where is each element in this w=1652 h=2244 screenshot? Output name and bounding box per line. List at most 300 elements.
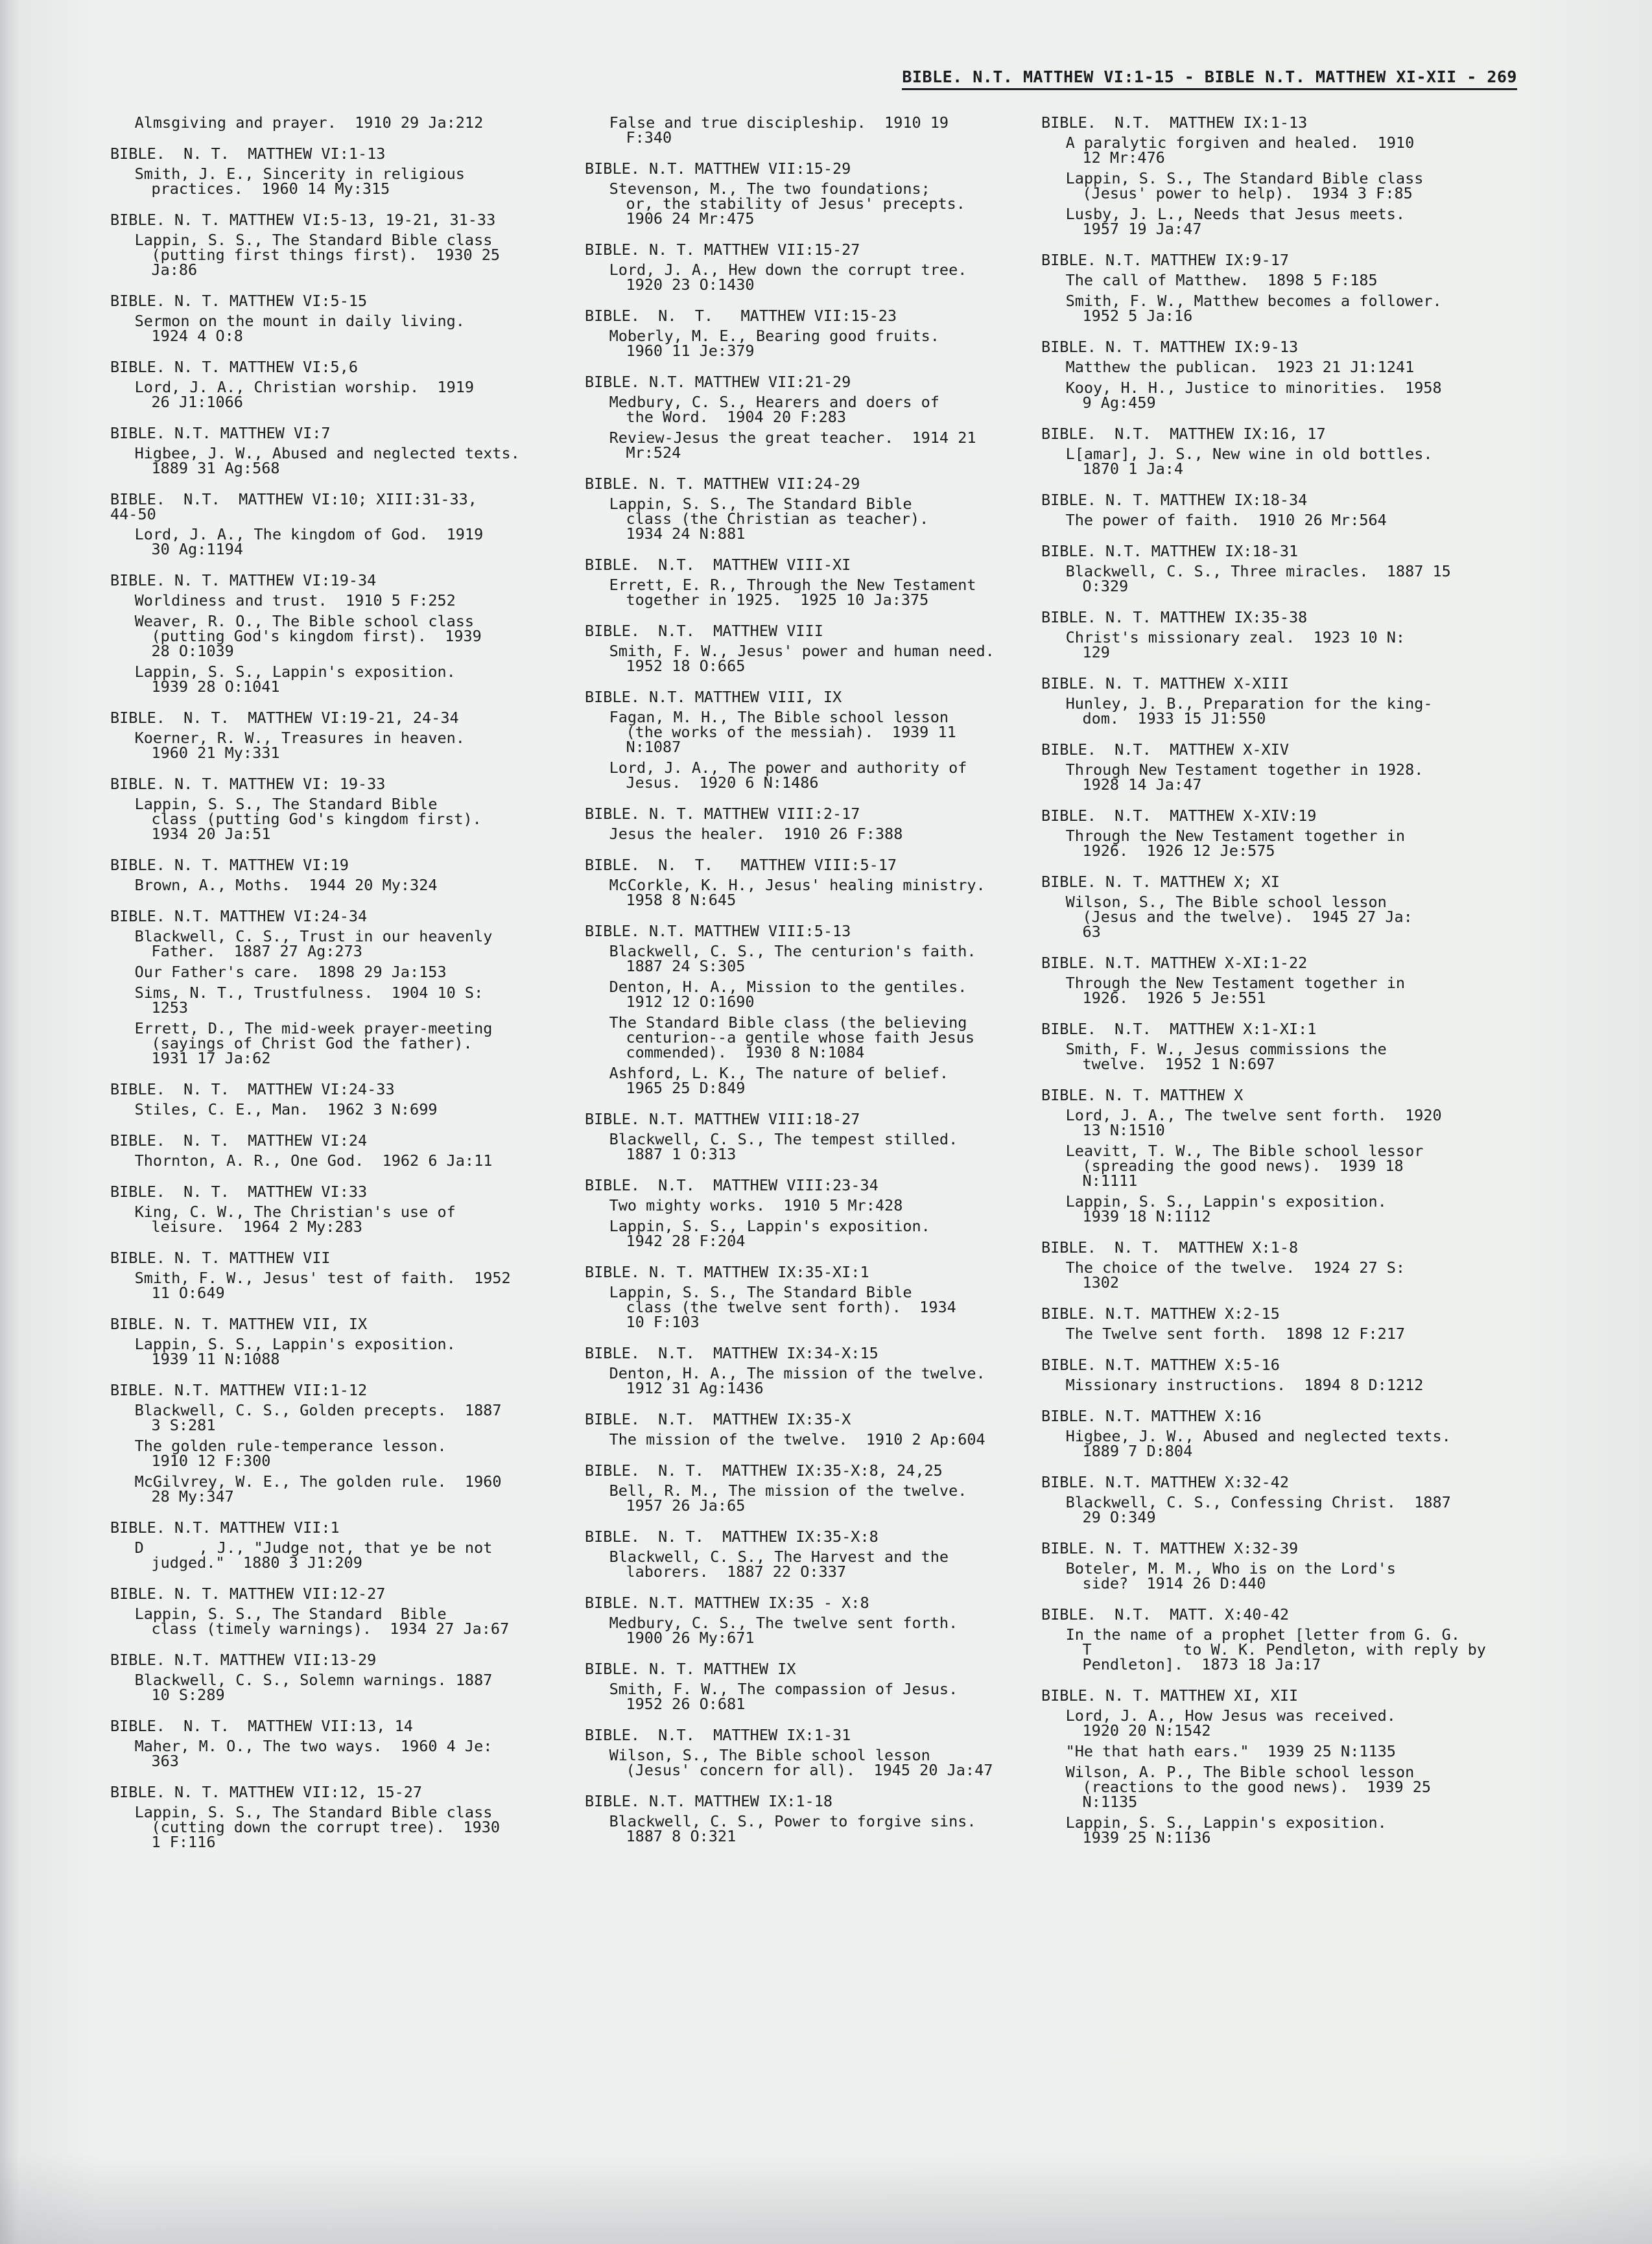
citation bbox=[1041, 976, 1508, 1006]
entry-heading: BIBLE. N. T. MATTHEW VII:12, 15-27 bbox=[110, 1783, 423, 1801]
index-entry bbox=[585, 1463, 1052, 1513]
index-entry bbox=[1041, 1475, 1508, 1525]
citation-continuation: 1957 26 Ja:65 bbox=[626, 1496, 746, 1515]
citation-continuation: side? 1914 26 D:440 bbox=[1082, 1574, 1266, 1592]
citation-continuation: commended). 1930 8 N:1084 bbox=[626, 1043, 865, 1061]
citation-line: Lappin, S. S., The Standard Bible bbox=[609, 1283, 912, 1301]
entry-heading: BIBLE. N. T. MATTHEW VII bbox=[110, 1249, 331, 1267]
index-entry bbox=[110, 573, 577, 694]
citation-continuation: 1934 24 N:881 bbox=[626, 525, 746, 543]
citation-continuation: 1939 28 O:1041 bbox=[151, 678, 280, 696]
entry-heading: BIBLE. N. T. MATTHEW VI:24-33 bbox=[110, 1080, 395, 1098]
citation-line: Lord, J. A., The power and authority of bbox=[609, 759, 967, 777]
citation bbox=[110, 314, 577, 344]
index-entry bbox=[110, 1719, 577, 1769]
citation-line: Lappin, S. S., The Standard Bible class bbox=[134, 1803, 493, 1821]
citation bbox=[1041, 1815, 1508, 1845]
index-entry bbox=[585, 1346, 1052, 1396]
entry-heading: BIBLE. N. T. MATTHEW VII:24-29 bbox=[585, 475, 860, 493]
citation-continuation: 1924 4 O:8 bbox=[151, 327, 243, 345]
citation-continuation: N:1087 bbox=[626, 738, 681, 756]
index-entry bbox=[110, 1251, 577, 1301]
citation bbox=[1041, 273, 1508, 288]
index-entry bbox=[110, 909, 577, 1066]
citation bbox=[110, 527, 577, 557]
citation-line: Maher, M. O., The two ways. 1960 4 Je: bbox=[134, 1737, 493, 1755]
index-entry bbox=[110, 711, 577, 761]
citation-line: Lappin, S. S., Lappin's exposition. bbox=[1065, 1813, 1387, 1832]
entry-heading: BIBLE. N. T. MATTHEW VI:19-34 bbox=[110, 571, 377, 589]
index-entry bbox=[585, 477, 1052, 541]
citation-continuation: 1934 20 Ja:51 bbox=[151, 825, 271, 843]
citation-line: Brown, A., Moths. 1944 20 My:324 bbox=[134, 876, 438, 894]
index-entry bbox=[585, 558, 1052, 608]
entry-heading: BIBLE. N. T. MATTHEW IX:35-X:8 bbox=[585, 1528, 879, 1546]
index-entry bbox=[110, 1653, 577, 1703]
citation bbox=[1041, 1765, 1508, 1810]
citation bbox=[585, 1483, 1052, 1513]
index-entry bbox=[110, 1520, 577, 1570]
citation-line: Lord, J. A., The twelve sent forth. 1920 bbox=[1065, 1106, 1442, 1124]
citation-line: McGilvrey, W. E., The golden rule. 1960 bbox=[134, 1472, 502, 1491]
citation bbox=[1041, 630, 1508, 660]
citation bbox=[1041, 1042, 1508, 1072]
entry-heading: BIBLE. N. T. MATTHEW IX:35-38 bbox=[1041, 608, 1308, 626]
citation-continuation: class (putting God's kingdom first). bbox=[151, 810, 482, 828]
index-entry bbox=[1041, 427, 1508, 477]
citation-line: The power of faith. 1910 26 Mr:564 bbox=[1065, 511, 1387, 529]
entry-heading: BIBLE. N. T. MATTHEW VIII:5-17 bbox=[585, 856, 897, 874]
citation bbox=[585, 1682, 1052, 1712]
citation-line: Higbee, J. W., Abused and neglected texts. bbox=[134, 444, 520, 462]
citation-continuation: 1 F:116 bbox=[151, 1833, 216, 1851]
citation-continuation: twelve. 1952 1 N:697 bbox=[1082, 1055, 1275, 1073]
index-entry bbox=[1041, 875, 1508, 939]
citation-line: Stiles, C. E., Man. 1962 3 N:699 bbox=[134, 1100, 438, 1118]
citation bbox=[1041, 1561, 1508, 1591]
citation bbox=[110, 115, 577, 130]
index-entry bbox=[585, 1662, 1052, 1712]
citation-line: Lappin, S. S., The Standard Bible bbox=[134, 1605, 447, 1623]
citation bbox=[1041, 171, 1508, 201]
citation bbox=[1041, 829, 1508, 858]
index-entry bbox=[1041, 115, 1508, 237]
citation bbox=[110, 665, 577, 694]
index-entry bbox=[1041, 809, 1508, 858]
citation bbox=[110, 593, 577, 608]
citation-continuation: 13 N:1510 bbox=[1082, 1121, 1165, 1139]
citation-line: Lord, J. A., Hew down the corrupt tree. bbox=[609, 261, 967, 279]
citation-line: Smith, F. W., The compassion of Jesus. bbox=[609, 1680, 958, 1698]
citation-line: Weaver, R. O., The Bible school class bbox=[134, 612, 475, 630]
scan-shadow bbox=[0, 2153, 1652, 2244]
entry-heading: BIBLE. N.T. MATTHEW X:5-16 bbox=[1041, 1356, 1280, 1374]
entry-heading: BIBLE. N. T. MATTHEW VIII:2-17 bbox=[585, 805, 860, 823]
citation-continuation: Father. 1887 27 Ag:273 bbox=[151, 942, 362, 960]
index-column-1 bbox=[110, 115, 577, 1866]
citation bbox=[1041, 513, 1508, 528]
citation bbox=[1041, 564, 1508, 594]
citation-continuation: 10 F:103 bbox=[626, 1313, 700, 1331]
citation bbox=[585, 827, 1052, 842]
citation-continuation: 63 bbox=[1082, 923, 1101, 941]
citation bbox=[1041, 381, 1508, 410]
entry-heading: BIBLE. N.T. MATTHEW VII:1-12 bbox=[110, 1381, 368, 1399]
index-entry bbox=[585, 375, 1052, 460]
citation-line: King, C. W., The Christian's use of bbox=[134, 1203, 456, 1221]
entry-heading: BIBLE. N.T. MATTHEW VII:13-29 bbox=[110, 1651, 377, 1669]
citation-line: Matthew the publican. 1923 21 J1:1241 bbox=[1065, 358, 1415, 376]
index-entry bbox=[585, 690, 1052, 790]
index-entry bbox=[110, 1082, 577, 1117]
citation-line: Errett, E. R., Through the New Testament bbox=[609, 576, 976, 594]
index-entry bbox=[1041, 610, 1508, 660]
citation bbox=[1041, 1495, 1508, 1525]
citation bbox=[1041, 136, 1508, 165]
citation-line: Smith, F. W., Matthew becomes a follower. bbox=[1065, 292, 1442, 310]
citation bbox=[110, 878, 577, 893]
citation bbox=[110, 986, 577, 1015]
index-entry bbox=[110, 1785, 577, 1850]
citation bbox=[585, 263, 1052, 292]
citation-line: Medbury, C. S., The twelve sent forth. bbox=[609, 1614, 958, 1632]
entry-heading: BIBLE. N.T. MATTHEW IX:9-17 bbox=[1041, 251, 1290, 269]
citation bbox=[110, 1102, 577, 1117]
citation bbox=[110, 965, 577, 980]
citation-line: In the name of a prophet [letter from G. G. bbox=[1065, 1625, 1460, 1644]
index-entry bbox=[1041, 676, 1508, 726]
citation-continuation: 129 bbox=[1082, 643, 1110, 661]
citation-line: Review-Jesus the great teacher. 1914 21 bbox=[609, 429, 976, 447]
citation-continuation: Jesus. 1920 6 N:1486 bbox=[626, 774, 819, 792]
citation-continuation: (reactions to the good news). 1939 25 bbox=[1082, 1778, 1432, 1796]
index-entry bbox=[1041, 1306, 1508, 1341]
citation bbox=[1041, 1144, 1508, 1188]
index-entry bbox=[585, 1412, 1052, 1447]
citation-line: Blackwell, C. S., The Harvest and the bbox=[609, 1548, 949, 1566]
citation-continuation: (Jesus' concern for all). 1945 20 Ja:47 bbox=[626, 1761, 993, 1779]
citation-line: Wilson, S., The Bible school lesson bbox=[609, 1746, 930, 1764]
entry-heading: BIBLE. N. T. MATTHEW VI:24 bbox=[110, 1131, 368, 1150]
index-entry bbox=[585, 807, 1052, 842]
citation-continuation: 10 S:289 bbox=[151, 1686, 225, 1704]
citation-line: Lappin, S. S., The Standard Bible class bbox=[1065, 169, 1424, 187]
entry-heading: BIBLE. N.T. MATTHEW X:1-XI:1 bbox=[1041, 1020, 1317, 1038]
citation-line: Errett, D., The mid-week prayer-meeting bbox=[134, 1019, 493, 1037]
entry-heading: BIBLE. N.T. MATTHEW VII:1 bbox=[110, 1518, 340, 1537]
citation-continuation: 1920 23 O:1430 bbox=[626, 276, 755, 294]
citation-line: Lord, J. A., Christian worship. 1919 bbox=[134, 378, 475, 396]
citation-continuation: (Jesus and the twelve). 1945 27 Ja: bbox=[1082, 908, 1413, 926]
citation bbox=[110, 1271, 577, 1301]
citation-line: Denton, H. A., The mission of the twelve. bbox=[609, 1364, 985, 1382]
entry-heading: BIBLE. N.T. MATTHEW VII:21-29 bbox=[585, 373, 851, 391]
citation bbox=[585, 980, 1052, 1010]
index-entry bbox=[110, 360, 577, 410]
citation bbox=[110, 1607, 577, 1636]
entry-heading: BIBLE. N.T. MATT. X:40-42 bbox=[1041, 1605, 1290, 1624]
citation-continuation: 28 O:1039 bbox=[151, 642, 234, 660]
citation-continuation: 1952 5 Ja:16 bbox=[1082, 307, 1193, 325]
entry-heading: BIBLE. N.T. MATTHEW IX:35 - X:8 bbox=[585, 1594, 869, 1612]
entry-heading: BIBLE. N.T. MATTHEW VI:10; XIII:31-33, 44-50 bbox=[110, 490, 477, 523]
citation bbox=[1041, 1378, 1508, 1393]
citation bbox=[585, 329, 1052, 359]
citation bbox=[110, 1337, 577, 1367]
citation-line: A paralytic forgiven and healed. 1910 bbox=[1065, 134, 1415, 152]
entry-heading: BIBLE. N.T. MATTHEW IX:35-X bbox=[585, 1410, 851, 1428]
citation-line: Smith, F. W., Jesus commissions the bbox=[1065, 1040, 1387, 1058]
citation-continuation: 1870 1 Ja:4 bbox=[1082, 460, 1184, 478]
citation-line: Fagan, M. H., The Bible school lesson bbox=[609, 708, 949, 726]
citation-line: The choice of the twelve. 1924 27 S: bbox=[1065, 1258, 1406, 1277]
index-entry bbox=[110, 115, 577, 130]
citation-continuation: class (timely warnings). 1934 27 Ja:67 bbox=[151, 1620, 510, 1638]
citation-line: Christ's missionary zeal. 1923 10 N: bbox=[1065, 628, 1406, 646]
index-entry bbox=[110, 1133, 577, 1168]
citation-continuation: class (the Christian as teacher). bbox=[626, 510, 929, 528]
citation bbox=[585, 1132, 1052, 1162]
entry-heading: BIBLE. N. T. MATTHEW IX:18-34 bbox=[1041, 491, 1308, 509]
entry-heading: BIBLE. N. T. MATTHEW X:32-39 bbox=[1041, 1539, 1299, 1557]
citation-line: Wilson, S., The Bible school lesson bbox=[1065, 893, 1387, 911]
citation-continuation: 1960 21 My:331 bbox=[151, 744, 280, 762]
citation bbox=[585, 1198, 1052, 1213]
citation-line: Lord, J. A., How Jesus was received. bbox=[1065, 1707, 1396, 1725]
index-entry bbox=[1041, 742, 1508, 792]
index-entry bbox=[585, 858, 1052, 908]
citation-line: D , J., "Judge not, that ye be not bbox=[134, 1539, 493, 1557]
index-entry bbox=[1041, 544, 1508, 594]
citation-continuation: Pendleton]. 1873 18 Ja:17 bbox=[1082, 1655, 1321, 1673]
index-entry bbox=[585, 1178, 1052, 1249]
index-entry bbox=[1041, 340, 1508, 410]
entry-heading: BIBLE. N.T. MATTHEW X-XIV bbox=[1041, 740, 1290, 759]
citation-continuation: 1906 24 Mr:475 bbox=[626, 209, 755, 228]
entry-heading: BIBLE. N.T. MATTHEW VI:24-34 bbox=[110, 907, 368, 925]
citation bbox=[110, 380, 577, 410]
citation bbox=[585, 878, 1052, 908]
citation-continuation: T to W. K. Pendleton, with reply by bbox=[1082, 1640, 1486, 1659]
index-entry bbox=[110, 147, 577, 196]
citation-continuation: judged." 1880 3 J1:209 bbox=[151, 1553, 362, 1572]
entry-heading: BIBLE. N. T. MATTHEW X bbox=[1041, 1086, 1244, 1104]
citation bbox=[585, 644, 1052, 674]
entry-heading: BIBLE. N.T. MATTHEW X-XIV:19 bbox=[1041, 807, 1317, 825]
citation bbox=[1041, 1108, 1508, 1138]
index-entry bbox=[1041, 1088, 1508, 1224]
entry-heading: BIBLE. N. T. MATTHEW VI:19-21, 24-34 bbox=[110, 709, 459, 727]
index-entry bbox=[1041, 956, 1508, 1006]
index-entry bbox=[585, 309, 1052, 359]
citation-continuation: laborers. 1887 22 O:337 bbox=[626, 1563, 846, 1581]
citation bbox=[585, 1015, 1052, 1060]
citation-line: Wilson, A. P., The Bible school lesson bbox=[1065, 1763, 1415, 1781]
citation-continuation: 1889 7 D:804 bbox=[1082, 1442, 1193, 1460]
citation-line: The golden rule-temperance lesson. bbox=[134, 1437, 447, 1455]
citation-continuation: O:329 bbox=[1082, 577, 1129, 595]
entry-heading: BIBLE. N. T. MATTHEW VI:5-13, 19-21, 31-33 bbox=[110, 211, 496, 229]
citation-continuation: 1889 31 Ag:568 bbox=[151, 459, 280, 477]
citation bbox=[585, 578, 1052, 608]
citation-line: Higbee, J. W., Abused and neglected texts. bbox=[1065, 1427, 1451, 1445]
citation-line: Blackwell, C. S., Three miracles. 1887 15 bbox=[1065, 562, 1451, 580]
index-entry bbox=[585, 924, 1052, 1096]
index-column-2 bbox=[585, 115, 1052, 1860]
citation bbox=[1041, 294, 1508, 324]
citation-line: Kooy, H. H., Justice to minorities. 1958 bbox=[1065, 379, 1442, 397]
citation-continuation: together in 1925. 1925 10 Ja:375 bbox=[626, 591, 929, 609]
citation-line: The Twelve sent forth. 1898 12 F:217 bbox=[1065, 1325, 1406, 1343]
citation-continuation: 1952 26 O:681 bbox=[626, 1695, 746, 1713]
entry-heading: BIBLE. N.T. MATTHEW VI:7 bbox=[110, 424, 331, 442]
citation-continuation: 29 O:349 bbox=[1082, 1508, 1156, 1526]
index-entry bbox=[110, 1383, 577, 1504]
citation-continuation: or, the stability of Jesus' precepts. bbox=[626, 195, 965, 213]
index-entry bbox=[1041, 493, 1508, 528]
citation-line: Lappin, S. S., The Standard Bible class bbox=[134, 231, 493, 249]
entry-heading: BIBLE. N. T. MATTHEW VI:1-13 bbox=[110, 145, 386, 163]
citation bbox=[110, 614, 577, 659]
citation-line: Lappin, S. S., The Standard Bible bbox=[134, 795, 438, 813]
index-column-3 bbox=[1041, 115, 1508, 1861]
citation-continuation: 1958 8 N:645 bbox=[626, 891, 737, 909]
citation-continuation: 26 J1:1066 bbox=[151, 393, 243, 411]
citation-line: Lusby, J. L., Needs that Jesus meets. bbox=[1065, 205, 1406, 223]
citation-continuation: (cutting down the corrupt tree). 1930 bbox=[151, 1818, 501, 1836]
entry-heading: BIBLE. N. T. MATTHEW VII:15-23 bbox=[585, 307, 897, 325]
index-entry bbox=[585, 161, 1052, 226]
citation-line: Lappin, S. S., Lappin's exposition. bbox=[609, 1217, 930, 1235]
index-entry bbox=[110, 858, 577, 893]
citation-line: Lappin, S. S., Lappin's exposition. bbox=[134, 663, 456, 681]
citation bbox=[585, 182, 1052, 226]
citation bbox=[110, 1021, 577, 1066]
citation-line: Through New Testament together in 1928. bbox=[1065, 761, 1424, 779]
entry-heading: BIBLE. N.T. MATTHEW VIII:23-34 bbox=[585, 1176, 879, 1194]
citation-line: Ashford, L. K., The nature of belief. bbox=[609, 1064, 949, 1082]
citation-continuation: (the works of the messiah). 1939 11 bbox=[626, 723, 956, 741]
citation-continuation: N:1111 bbox=[1082, 1172, 1138, 1190]
citation-continuation: Mr:524 bbox=[626, 443, 681, 462]
citation bbox=[585, 1550, 1052, 1579]
index-entry bbox=[1041, 1358, 1508, 1393]
citation-line: Smith, F. W., Jesus' power and human need. bbox=[609, 642, 995, 660]
index-entry bbox=[110, 1587, 577, 1636]
citation-line: Thornton, A. R., One God. 1962 6 Ja:11 bbox=[134, 1152, 493, 1170]
citation bbox=[585, 1366, 1052, 1396]
citation-line: The call of Matthew. 1898 5 F:185 bbox=[1065, 271, 1378, 289]
citation-continuation: 1957 19 Ja:47 bbox=[1082, 220, 1202, 238]
citation bbox=[110, 446, 577, 476]
citation bbox=[1041, 895, 1508, 939]
citation-continuation: 1939 11 N:1088 bbox=[151, 1350, 280, 1368]
citation-line: Smith, J. E., Sincerity in religious bbox=[134, 165, 465, 183]
index-entry bbox=[585, 1112, 1052, 1162]
entry-heading: BIBLE. N. T. MATTHEW VI:33 bbox=[110, 1183, 368, 1201]
index-entry bbox=[1041, 1541, 1508, 1591]
citation bbox=[1041, 1627, 1508, 1672]
index-entry bbox=[110, 426, 577, 476]
index-entry bbox=[585, 242, 1052, 292]
citation bbox=[585, 761, 1052, 790]
entry-heading: BIBLE. N.T. MATTHEW VIII:5-13 bbox=[585, 922, 851, 940]
entry-heading: BIBLE. N.T. MATTHEW IX:1-18 bbox=[585, 1792, 833, 1810]
citation bbox=[1041, 360, 1508, 375]
citation bbox=[110, 233, 577, 278]
citation-line: Smith, F. W., Jesus' test of faith. 1952 bbox=[134, 1269, 511, 1287]
citation-line: Sims, N. T., Trustfulness. 1904 10 S: bbox=[134, 984, 484, 1002]
citation-continuation: 1910 12 F:300 bbox=[151, 1452, 271, 1470]
citation bbox=[585, 1066, 1052, 1096]
citation bbox=[585, 710, 1052, 755]
citation-continuation: 1926. 1926 12 Je:575 bbox=[1082, 842, 1275, 860]
citation-continuation: 1942 28 F:204 bbox=[626, 1232, 746, 1250]
index-entry bbox=[1041, 1409, 1508, 1459]
citation-continuation: 1931 17 Ja:62 bbox=[151, 1049, 271, 1067]
citation-continuation: 1302 bbox=[1082, 1273, 1120, 1292]
citation-continuation: 12 Mr:476 bbox=[1082, 148, 1165, 167]
citation-line: Blackwell, C. S., Trust in our heavenly bbox=[134, 927, 493, 945]
citation-line: Stevenson, M., The two foundations; bbox=[609, 180, 930, 198]
citation bbox=[1041, 1708, 1508, 1738]
citation bbox=[110, 797, 577, 842]
running-head: BIBLE. N.T. MATTHEW VI:1-15 - BIBLE N.T. MATTHEW XI-XII - 269 bbox=[902, 67, 1517, 90]
scan-binding-edge bbox=[0, 0, 18, 2244]
citation-line: Boteler, M. M., Who is on the Lord's bbox=[1065, 1559, 1396, 1577]
entry-heading: BIBLE. N.T. MATTHEW X:16 bbox=[1041, 1407, 1262, 1425]
citation bbox=[110, 1805, 577, 1850]
citation-continuation: 1887 1 O:313 bbox=[626, 1145, 737, 1163]
citation-line: Moberly, M. E., Bearing good fruits. bbox=[609, 327, 939, 345]
citation-continuation: dom. 1933 15 J1:550 bbox=[1082, 709, 1266, 727]
citation-line: Missionary instructions. 1894 8 D:1212 bbox=[1065, 1376, 1424, 1394]
entry-heading: BIBLE. N.T. MATTHEW IX:1-13 bbox=[1041, 113, 1308, 132]
citation bbox=[1041, 207, 1508, 237]
entry-heading: BIBLE. N. T. MATTHEW VI:5-15 bbox=[110, 292, 368, 310]
entry-heading: BIBLE. N.T. MATTHEW IX:18-31 bbox=[1041, 542, 1299, 560]
citation-line: Lappin, S. S., Lappin's exposition. bbox=[134, 1335, 456, 1353]
citation-line: Lord, J. A., The kingdom of God. 1919 bbox=[134, 525, 484, 543]
citation bbox=[585, 497, 1052, 541]
citation bbox=[1041, 1429, 1508, 1459]
citation-continuation: 1926. 1926 5 Je:551 bbox=[1082, 989, 1266, 1007]
entry-heading: BIBLE. N.T. MATTHEW IX:1-31 bbox=[585, 1726, 851, 1744]
citation-continuation: 363 bbox=[151, 1752, 179, 1770]
index-entry bbox=[1041, 1240, 1508, 1290]
citation-continuation: F:340 bbox=[626, 128, 672, 147]
citation-line: The Standard Bible class (the believing bbox=[609, 1013, 967, 1032]
entry-heading: BIBLE. N. T. MATTHEW IX:35-XI:1 bbox=[585, 1263, 869, 1281]
entry-heading: BIBLE. N.T. MATTHEW X:2-15 bbox=[1041, 1305, 1280, 1323]
entry-heading: BIBLE. N. T. MATTHEW XI, XII bbox=[1041, 1686, 1299, 1705]
citation-continuation: N:1135 bbox=[1082, 1793, 1138, 1811]
entry-heading: BIBLE. N.T. MATTHEW X:32-42 bbox=[1041, 1473, 1290, 1491]
entry-heading: BIBLE. N. T. MATTHEW VII:12-27 bbox=[110, 1585, 386, 1603]
citation-line: Blackwell, C. S., The tempest stilled. bbox=[609, 1130, 958, 1148]
citation-line: False and true discipleship. 1910 19 bbox=[609, 113, 949, 132]
citation-line: Through the New Testament together in bbox=[1065, 974, 1406, 992]
index-entry bbox=[585, 624, 1052, 674]
citation-continuation: Ja:86 bbox=[151, 261, 198, 279]
citation bbox=[1041, 1744, 1508, 1759]
citation-continuation: (putting God's kingdom first). 1939 bbox=[151, 627, 482, 645]
citation-continuation: (putting first things first). 1930 25 bbox=[151, 246, 501, 264]
citation bbox=[1041, 1327, 1508, 1341]
citation-continuation: 1928 14 Ja:47 bbox=[1082, 775, 1202, 794]
entry-heading: BIBLE. N.T. MATTHEW X-XI:1-22 bbox=[1041, 954, 1308, 972]
citation-continuation: 1952 18 O:665 bbox=[626, 657, 746, 675]
